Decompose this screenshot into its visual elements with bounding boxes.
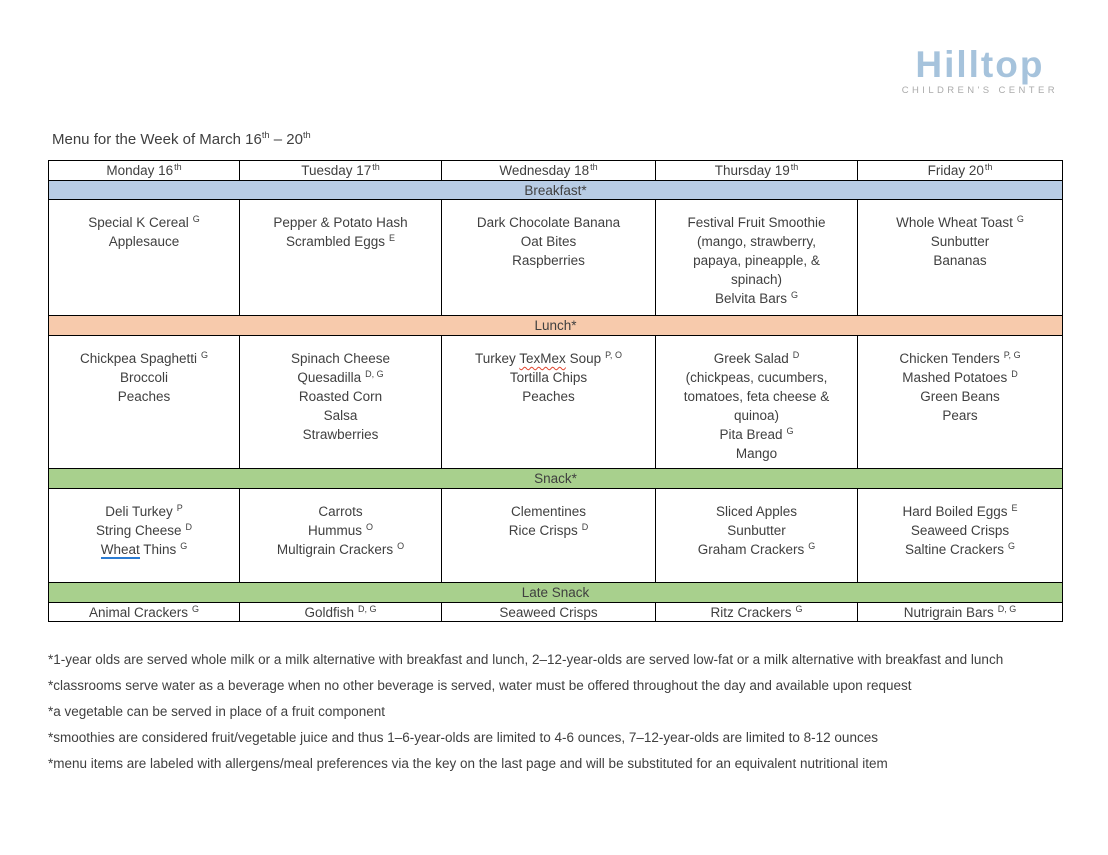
superscript-code: th (790, 161, 799, 172)
menu-item-line (862, 232, 1058, 251)
superscript-code: O (397, 540, 405, 551)
menu-item-text: String Cheese (95, 523, 182, 538)
section-band-lunch: Lunch* (49, 316, 1063, 336)
menu-item-line (244, 213, 437, 232)
superscript-code: G (791, 289, 799, 300)
menu-item-text: Monday 16 (106, 163, 174, 178)
superscript-code: th (372, 161, 380, 172)
late-snack-thursday (656, 603, 858, 622)
lunch-friday (858, 336, 1063, 469)
menu-item-line (53, 604, 235, 621)
menu-item-text: Nutrigrain Bars (903, 605, 994, 620)
superscript-code: G (1008, 540, 1016, 551)
menu-item-text: Belvita Bars (714, 291, 787, 306)
footnote-milk: *1-year olds are served whole milk or a milk alternative with breakfast and lunch, 2–12-year-olds are served low-fat or a milk alternative with breakfast and lunch (48, 652, 1004, 667)
superscript-code: G (786, 425, 794, 436)
superscript-code: P (176, 502, 183, 513)
day-header-thursday (656, 161, 858, 181)
lunch-monday (49, 336, 240, 469)
logo-tagline: CHILDREN'S CENTER (901, 85, 1058, 96)
breakfast-friday (858, 200, 1063, 316)
menu-item-text: Friday 20 (927, 163, 984, 178)
breakfast-monday (49, 200, 240, 316)
menu-item-text: Spinach Cheese (290, 351, 391, 366)
breakfast-row (49, 200, 1063, 316)
menu-item-line (660, 604, 853, 621)
menu-item-text: Soup (565, 351, 602, 366)
breakfast-thursday (656, 200, 858, 316)
menu-item-text: Turkey (475, 351, 520, 366)
menu-item-line (446, 604, 651, 621)
superscript-code: D (792, 349, 800, 360)
menu-item-text: Mashed Potatoes (902, 370, 1008, 385)
hilltop-logo (902, 46, 1058, 96)
menu-item-line (660, 540, 853, 559)
snack-monday (49, 489, 240, 583)
snack-wednesday (442, 489, 656, 583)
menu-item-text: Goldfish (304, 605, 354, 620)
menu-item-text: Menu for the Week of March 16 (52, 131, 262, 148)
page-title (52, 126, 311, 149)
menu-item-text: Thursday 19 (714, 163, 790, 178)
superscript-code: G (201, 349, 209, 360)
menu-item-line (862, 521, 1058, 540)
menu-item-line (660, 289, 853, 308)
superscript-code: G (192, 603, 200, 614)
menu-item-text: Festival Fruit Smoothie (687, 215, 826, 230)
breakfast-band-row (49, 181, 1063, 200)
menu-item-line (660, 232, 853, 251)
menu-item-line (446, 349, 651, 368)
menu-item-line (244, 502, 437, 521)
menu-item-text: Greek Salad (713, 351, 789, 366)
menu-item-line (660, 444, 853, 463)
menu-item-text: Ritz Crackers (710, 605, 792, 620)
menu-item-line (660, 502, 853, 521)
menu-item-line (660, 521, 853, 540)
menu-item-text: Mango (735, 446, 778, 461)
menu-item-line (53, 387, 235, 406)
menu-item-text: Sliced Apples (715, 504, 798, 519)
menu-item-line (52, 126, 311, 149)
day-header-friday (858, 161, 1063, 181)
superscript-code: D (185, 521, 193, 532)
lunch-row (49, 336, 1063, 469)
menu-item-line (660, 270, 853, 289)
menu-item-text: Strawberries (302, 427, 379, 442)
late-snack-tuesday (240, 603, 442, 622)
menu-item-text: Scrambled Eggs (285, 234, 386, 249)
menu-item-line (244, 604, 437, 621)
superscript-code: D, G (358, 603, 377, 614)
menu-item-text: Pita Bread (719, 427, 783, 442)
menu-item-text: Dark Chocolate Banana (476, 215, 621, 230)
footnote-water: *classrooms serve water as a beverage when no other beverage is served, water must be offered throughout the day and available upon request (48, 678, 912, 693)
section-band-breakfast: Breakfast* (49, 181, 1063, 200)
superscript-code: O (366, 521, 374, 532)
grammar-flagged-word: Wheat (100, 542, 140, 557)
menu-item-line (446, 232, 651, 251)
menu-item-text: Whole Wheat Toast (896, 215, 1013, 230)
superscript-code: G (192, 213, 200, 224)
lunch-thursday (656, 336, 858, 469)
menu-item-text: spinach) (730, 272, 783, 287)
menu-item-line (446, 251, 651, 270)
snack-friday (858, 489, 1063, 583)
menu-item-text: Peaches (522, 389, 575, 404)
superscript-code: D, G (365, 368, 384, 379)
menu-item-line (53, 368, 235, 387)
menu-item-line (446, 368, 651, 387)
superscript-code: G (808, 540, 816, 551)
menu-item-text: Thins (139, 542, 177, 557)
menu-item-line (660, 368, 853, 387)
menu-item-text: Quesadilla (297, 370, 362, 385)
menu-item-line (244, 406, 437, 425)
footnote-smoothies: *smoothies are considered fruit/vegetable juice and thus 1–6-year-olds are limited to 4-6 ounces, 7–12-year-olds are limited to 8-12 ounces (48, 730, 878, 745)
weekly-menu-table (48, 160, 1063, 622)
menu-item-text: Saltine Crackers (904, 542, 1005, 557)
menu-item-text: Sunbutter (727, 523, 786, 538)
menu-item-text: – 20 (269, 131, 303, 148)
spellcheck-flagged-word: TexMex (519, 351, 566, 366)
menu-item-text: Green Beans (920, 389, 1000, 404)
menu-item-text: Tortilla Chips (509, 370, 588, 385)
late-snack-row (49, 603, 1063, 622)
menu-item-line (862, 368, 1058, 387)
footnote-vegetable: *a vegetable can be served in place of a fruit component (48, 704, 385, 719)
menu-item-text: Tuesday 17 (301, 163, 372, 178)
lunch-wednesday (442, 336, 656, 469)
breakfast-tuesday (240, 200, 442, 316)
snack-row (49, 489, 1063, 583)
menu-item-text: Chicken Tenders (899, 351, 1000, 366)
menu-item-text: Bananas (933, 253, 987, 268)
menu-item-line (862, 406, 1058, 425)
section-band-snack: Snack* (49, 469, 1063, 489)
menu-item-text: Carrots (318, 504, 363, 519)
menu-item-text: Applesauce (108, 234, 180, 249)
menu-item-line (660, 349, 853, 368)
menu-item-line (862, 213, 1058, 232)
superscript-code: P, O (605, 349, 622, 360)
menu-item-line (53, 540, 235, 559)
menu-item-text: Roasted Corn (298, 389, 383, 404)
menu-item-text: Special K Cereal (88, 215, 189, 230)
superscript-code: G (1016, 213, 1024, 224)
lunch-tuesday (240, 336, 442, 469)
menu-item-text: tomatoes, feta cheese & (683, 389, 830, 404)
menu-item-text: Peaches (117, 389, 171, 404)
snack-band-row (49, 469, 1063, 489)
menu-item-text: Seaweed Crisps (499, 605, 598, 620)
snack-tuesday (240, 489, 442, 583)
breakfast-wednesday (442, 200, 656, 316)
menu-item-text: th (302, 130, 311, 140)
lunch-band-row (49, 316, 1063, 336)
superscript-code: th (174, 161, 182, 172)
menu-item-line (660, 425, 853, 444)
menu-item-text: Broccoli (119, 370, 168, 385)
superscript-code: E (1011, 502, 1018, 513)
menu-item-line (244, 387, 437, 406)
superscript-code: G (795, 603, 803, 614)
menu-item-line (53, 349, 235, 368)
day-header-tuesday (240, 161, 442, 181)
superscript-code: D (581, 521, 589, 532)
menu-item-text: papaya, pineapple, & (693, 253, 820, 268)
menu-item-line (660, 387, 853, 406)
menu-item-line (244, 425, 437, 444)
section-band-late-snack: Late Snack (49, 583, 1063, 603)
late-snack-band-row (49, 583, 1063, 603)
superscript-code: th (984, 161, 993, 172)
menu-item-line (446, 521, 651, 540)
superscript-code: G (180, 540, 188, 551)
menu-item-line (53, 232, 235, 251)
menu-item-line (862, 502, 1058, 521)
menu-item-line (446, 502, 651, 521)
menu-item-line (240, 161, 441, 180)
late-snack-wednesday (442, 603, 656, 622)
menu-item-line (660, 251, 853, 270)
menu-item-line (862, 251, 1058, 270)
menu-item-line (660, 406, 853, 425)
menu-item-line (858, 161, 1062, 180)
superscript-code: th (590, 161, 598, 172)
menu-item-line (442, 161, 655, 180)
menu-item-text: (chickpeas, cucumbers, (685, 370, 828, 385)
menu-item-line (862, 387, 1058, 406)
menu-item-line (244, 232, 437, 251)
superscript-code: E (389, 232, 396, 243)
menu-item-text: quinoa) (733, 408, 780, 423)
menu-item-line (53, 521, 235, 540)
superscript-code: D, G (997, 603, 1017, 614)
menu-item-line (244, 368, 437, 387)
menu-item-text: (mango, strawberry, (696, 234, 817, 249)
menu-item-line (862, 540, 1058, 559)
menu-item-text: Pears (942, 408, 978, 423)
menu-item-text: Raspberries (512, 253, 585, 268)
superscript-code: D (1011, 368, 1018, 379)
menu-item-line (446, 213, 651, 232)
menu-item-text: Rice Crisps (508, 523, 578, 538)
menu-item-text: Clementines (510, 504, 587, 519)
menu-item-text: th (261, 130, 270, 140)
menu-item-text: Hard Boiled Eggs (902, 504, 1008, 519)
menu-item-text: Salsa (323, 408, 358, 423)
menu-item-line (656, 161, 857, 180)
menu-item-text: Seaweed Crisps (910, 523, 1010, 538)
menu-item-text: Sunbutter (930, 234, 990, 249)
day-header-wednesday (442, 161, 656, 181)
menu-item-text: Hummus (307, 523, 362, 538)
menu-item-text: Chickpea Spaghetti (79, 351, 198, 366)
menu-item-text: Wednesday 18 (499, 163, 590, 178)
day-header-row (49, 161, 1063, 181)
menu-item-line (244, 521, 437, 540)
logo-wordmark: Hilltop (915, 44, 1045, 85)
footnote-allergens: *menu items are labeled with allergens/meal preferences via the key on the last page and will be substituted for an equivalent nutritional item (48, 756, 888, 771)
menu-item-line (862, 349, 1058, 368)
late-snack-monday (49, 603, 240, 622)
menu-item-text: Multigrain Crackers (276, 542, 394, 557)
superscript-code: P, G (1003, 349, 1021, 360)
day-header-monday (49, 161, 240, 181)
menu-item-text: Animal Crackers (88, 605, 188, 620)
menu-item-line (53, 502, 235, 521)
menu-item-line (244, 540, 437, 559)
late-snack-friday (858, 603, 1063, 622)
menu-item-text: Oat Bites (520, 234, 577, 249)
snack-thursday (656, 489, 858, 583)
menu-item-line (862, 604, 1058, 621)
menu-item-line (49, 161, 239, 180)
menu-item-text: Pepper & Potato Hash (273, 215, 408, 230)
footnotes-section (48, 647, 1064, 777)
menu-item-line (53, 213, 235, 232)
menu-item-line (446, 387, 651, 406)
menu-item-line (660, 213, 853, 232)
menu-item-line (244, 349, 437, 368)
menu-item-text: Graham Crackers (697, 542, 805, 557)
menu-item-text: Deli Turkey (105, 504, 173, 519)
